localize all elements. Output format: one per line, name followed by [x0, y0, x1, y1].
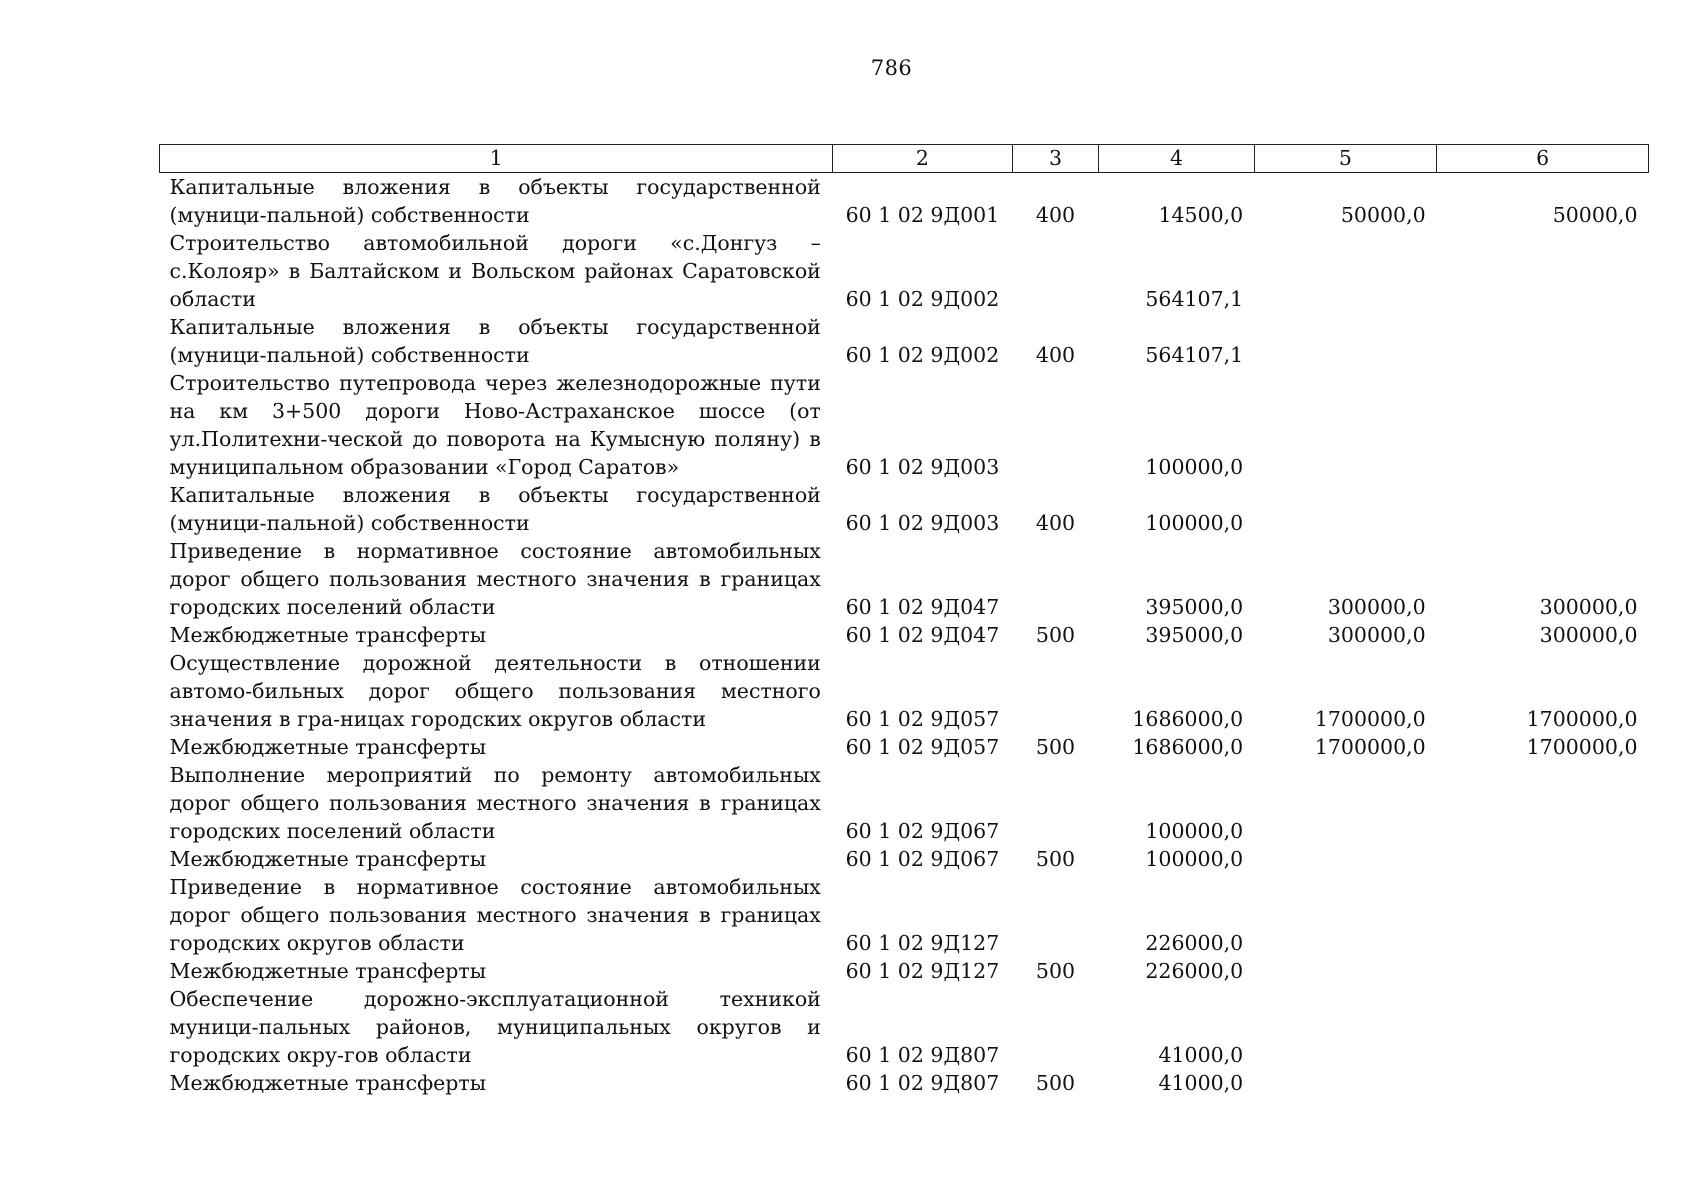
amount-col-4: 41000,0 — [1158, 1043, 1244, 1067]
amount-col-5 — [1254, 313, 1436, 369]
amount-col-6 — [1437, 985, 1649, 1069]
amount-col-4: 1686000,0 — [1132, 707, 1244, 731]
target-code: 60 1 02 9Д807 — [845, 1071, 1000, 1095]
target-code: 60 1 02 9Д057 — [845, 735, 1000, 759]
amount-col-4: 100000,0 — [1145, 455, 1244, 479]
amount-col-5: 300000,0 — [1327, 595, 1426, 619]
budget-table — [159, 144, 1649, 1097]
expense-type: 500 — [1035, 959, 1076, 983]
amount-col-4: 41000,0 — [1158, 1071, 1244, 1095]
amount-col-5 — [1254, 1069, 1436, 1097]
expense-type: 500 — [1035, 847, 1076, 871]
row-name: Капитальные вложения в объекты государственной (муници-пальной) собственности — [169, 175, 821, 227]
column-header-4: 4 — [1099, 145, 1254, 173]
table-row — [160, 845, 1649, 873]
row-name: Строительство автомобильной дороги «с.Донгуз – с.Колояр» в Балтайском и Вольском районах Саратовской области — [169, 231, 821, 311]
table-row — [160, 481, 1649, 537]
amount-col-4: 226000,0 — [1145, 931, 1244, 955]
amount-col-4: 100000,0 — [1145, 511, 1244, 535]
target-code: 60 1 02 9Д057 — [845, 707, 1000, 731]
amount-col-4: 564107,1 — [1145, 343, 1244, 367]
target-code: 60 1 02 9Д067 — [845, 819, 1000, 843]
table-row — [160, 1069, 1649, 1097]
amount-col-5 — [1254, 229, 1436, 313]
amount-col-4: 100000,0 — [1145, 847, 1244, 871]
amount-col-4: 1686000,0 — [1132, 735, 1244, 759]
amount-col-6: 1700000,0 — [1526, 707, 1638, 731]
table-row — [160, 873, 1649, 957]
row-name: Межбюджетные трансферты — [169, 959, 487, 983]
amount-col-6 — [1437, 957, 1649, 985]
table-row — [160, 229, 1649, 313]
amount-col-5 — [1254, 845, 1436, 873]
target-code: 60 1 02 9Д127 — [845, 931, 1000, 955]
expense-type — [1012, 649, 1099, 733]
expense-type: 500 — [1035, 735, 1076, 759]
table-row — [160, 173, 1649, 230]
amount-col-4: 14500,0 — [1158, 203, 1244, 227]
expense-type — [1012, 873, 1099, 957]
column-header-1: 1 — [160, 145, 833, 173]
amount-col-6 — [1437, 313, 1649, 369]
amount-col-6 — [1437, 229, 1649, 313]
row-name: Капитальные вложения в объекты государственной (муници-пальной) собственности — [169, 483, 821, 535]
amount-col-5 — [1254, 481, 1436, 537]
amount-col-5 — [1254, 761, 1436, 845]
table-row — [160, 369, 1649, 481]
amount-col-5: 1700000,0 — [1314, 735, 1426, 759]
row-name: Межбюджетные трансферты — [169, 735, 487, 759]
expense-type: 400 — [1035, 511, 1076, 535]
amount-col-5 — [1254, 957, 1436, 985]
amount-col-6 — [1437, 761, 1649, 845]
amount-col-4: 226000,0 — [1145, 959, 1244, 983]
expense-type — [1012, 229, 1099, 313]
target-code: 60 1 02 9Д127 — [845, 959, 1000, 983]
table-row — [160, 621, 1649, 649]
table-body — [160, 173, 1649, 1098]
amount-col-5 — [1254, 369, 1436, 481]
row-name: Межбюджетные трансферты — [169, 847, 487, 871]
expense-type — [1012, 369, 1099, 481]
amount-col-5: 50000,0 — [1340, 203, 1426, 227]
target-code: 60 1 02 9Д003 — [845, 455, 1000, 479]
expense-type: 500 — [1035, 1071, 1076, 1095]
amount-col-6: 300000,0 — [1539, 595, 1638, 619]
target-code: 60 1 02 9Д047 — [845, 623, 1000, 647]
target-code: 60 1 02 9Д001 — [845, 203, 1000, 227]
amount-col-6: 1700000,0 — [1526, 735, 1638, 759]
expense-type: 500 — [1035, 623, 1076, 647]
amount-col-6: 300000,0 — [1539, 623, 1638, 647]
expense-type — [1012, 537, 1099, 621]
table-row — [160, 985, 1649, 1069]
table-row — [160, 313, 1649, 369]
amount-col-6 — [1437, 369, 1649, 481]
column-header-6: 6 — [1437, 145, 1649, 173]
table-header-row — [160, 145, 1649, 173]
target-code: 60 1 02 9Д002 — [845, 343, 1000, 367]
row-name: Межбюджетные трансферты — [169, 623, 487, 647]
amount-col-5: 1700000,0 — [1314, 707, 1426, 731]
target-code: 60 1 02 9Д047 — [845, 595, 1000, 619]
amount-col-5 — [1254, 873, 1436, 957]
expense-type — [1012, 985, 1099, 1069]
column-header-2: 2 — [833, 145, 1012, 173]
amount-col-6 — [1437, 1069, 1649, 1097]
amount-col-6: 50000,0 — [1552, 203, 1638, 227]
page-number: 786 — [870, 56, 913, 80]
target-code: 60 1 02 9Д067 — [845, 847, 1000, 871]
amount-col-4: 564107,1 — [1145, 287, 1244, 311]
amount-col-4: 395000,0 — [1145, 623, 1244, 647]
target-code: 60 1 02 9Д002 — [845, 287, 1000, 311]
amount-col-4: 395000,0 — [1145, 595, 1244, 619]
row-name: Межбюджетные трансферты — [169, 1071, 487, 1095]
column-header-5: 5 — [1254, 145, 1436, 173]
expense-type: 400 — [1035, 343, 1076, 367]
row-name: Выполнение мероприятий по ремонту автомобильных дорог общего пользования местного значения в границах городских поселений области — [169, 763, 821, 843]
amount-col-4: 100000,0 — [1145, 819, 1244, 843]
row-name: Осуществление дорожной деятельности в отношении автомо-бильных дорог общего пользования местного значения в гра-ницах городских округов области — [169, 651, 821, 731]
row-name: Строительство путепровода через железнодорожные пути на км 3+500 дороги Ново-Астраханское шоссе (от ул.Политехни-ческой до поворота на Кумысную поляну) в муниципальном образовании «Город Саратов» — [169, 371, 821, 479]
row-name: Обеспечение дорожно-эксплуатационной техникой муници-пальных районов, муниципальных округов и городских окру-гов области — [169, 987, 821, 1067]
amount-col-6 — [1437, 481, 1649, 537]
row-name: Приведение в нормативное состояние автомобильных дорог общего пользования местного значения в границах городских поселений области — [169, 539, 821, 619]
row-name: Капитальные вложения в объекты государственной (муници-пальной) собственности — [169, 315, 821, 367]
amount-col-6 — [1437, 845, 1649, 873]
amount-col-6 — [1437, 873, 1649, 957]
table-row — [160, 761, 1649, 845]
expense-type: 400 — [1035, 203, 1076, 227]
column-header-3: 3 — [1012, 145, 1099, 173]
table-row — [160, 733, 1649, 761]
target-code: 60 1 02 9Д807 — [845, 1043, 1000, 1067]
amount-col-5 — [1254, 985, 1436, 1069]
table-row — [160, 537, 1649, 621]
target-code: 60 1 02 9Д003 — [845, 511, 1000, 535]
row-name: Приведение в нормативное состояние автомобильных дорог общего пользования местного значения в границах городских округов области — [169, 875, 821, 955]
expense-type — [1012, 761, 1099, 845]
amount-col-5: 300000,0 — [1327, 623, 1426, 647]
table-row — [160, 957, 1649, 985]
table-row — [160, 649, 1649, 733]
